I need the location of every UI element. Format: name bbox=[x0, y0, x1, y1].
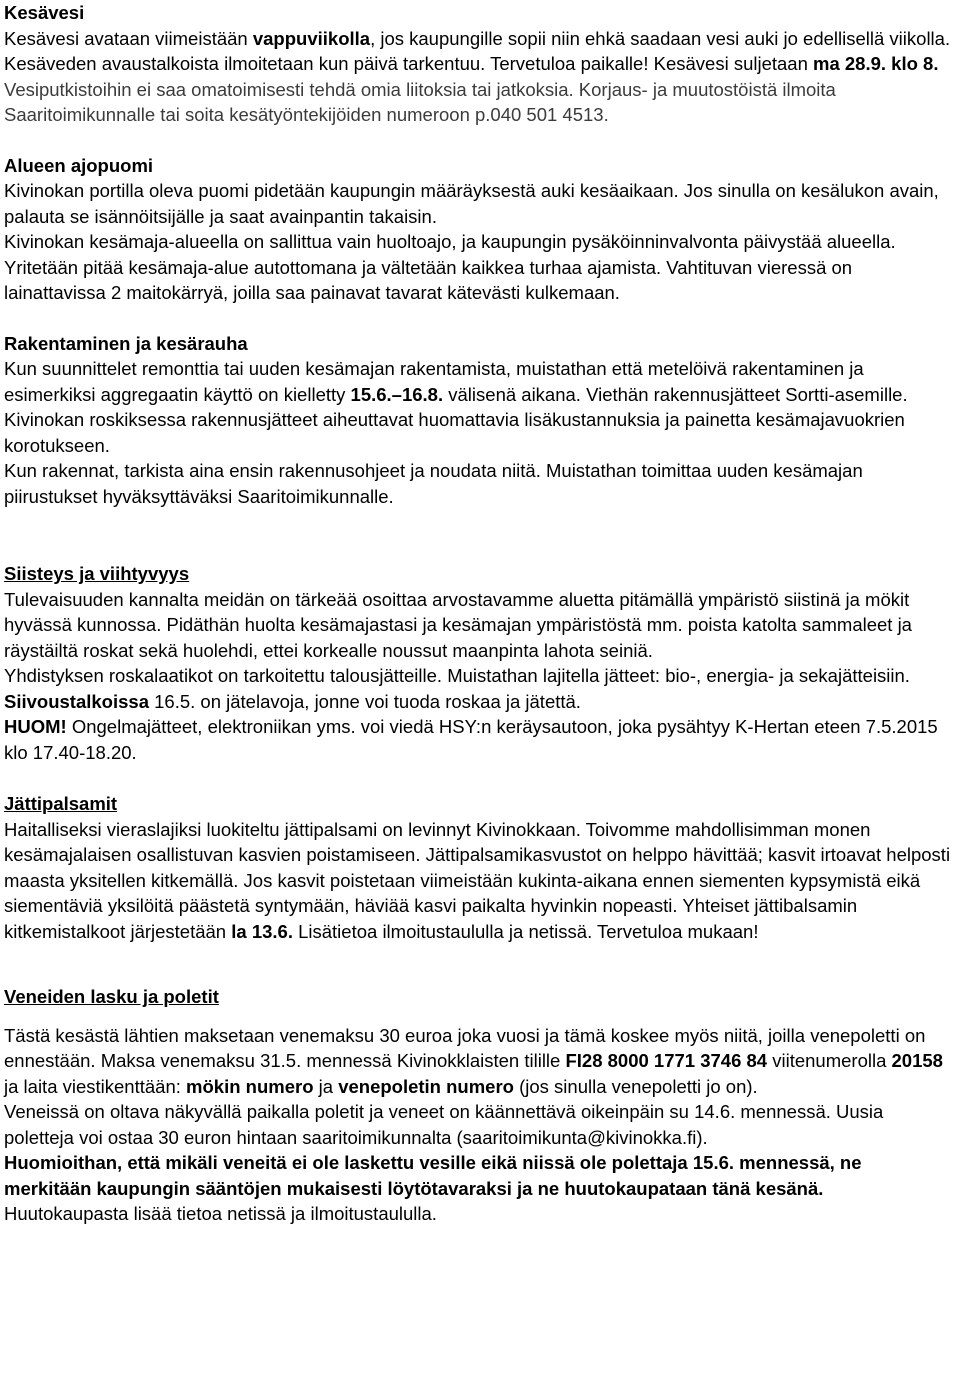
bold-text: FI28 8000 1771 3746 84 bbox=[565, 1050, 768, 1071]
text-run: Kun suunnittelet remonttia tai uuden kesämajan rakentamista, muistathan että metelöivä rakentaminen ja esimerkiksi aggregaatin käyttö on kielletty bbox=[4, 358, 864, 405]
bold-text: la 13.6. bbox=[231, 920, 293, 942]
text-run: Kesävesi avataan viimeistään bbox=[4, 27, 253, 49]
bold-text: mökin numero bbox=[186, 1075, 314, 1097]
section-title-veneiden-lasku: Veneiden lasku ja poletit bbox=[4, 986, 219, 1007]
text-run: Lisätietoa ilmoitustaululla ja netissä. Tervetuloa mukaan! bbox=[292, 920, 759, 942]
section-title-jattipalsamit: Jättipalsamit bbox=[4, 793, 118, 814]
paragraph: Kivinokan kesämaja-alueella on sallittua vain huoltoajo, ja kaupungin pysäköinninvalvonta päivystää alueella. Yritetään pitää kesämaja-alue autottomana ja vältetään kaikkea turhaa ajamista. Vahtituvan vieressä on lainattavissa 2 maitokärryä, joilla saa painavat tavarat kätevästi kulkemaan. bbox=[4, 231, 896, 303]
bold-text: 20158 bbox=[891, 1050, 943, 1071]
text-run: Huutokaupasta lisää tietoa netissä ja ilmoitustaululla. bbox=[4, 1203, 437, 1224]
paragraph: Vesiputkistoihin ei saa omatoimisesti tehdä omia liitoksia tai jatkoksia. Korjaus- ja muutostöistä ilmoita Saaritoimikunnalle tai soita kesätyöntekijöiden numeroon p.040 501 4513. bbox=[4, 78, 836, 125]
text-run: Tästä kesästä lähtien maksetaan venemaksu 30 euroa joka vuosi ja tämä koskee myös niitä, joilla venepoletti on ennestään. Maksa venemaksu 31.5. mennessä Kivinokklaisten tilille bbox=[4, 1024, 926, 1071]
paragraph bbox=[4, 1150, 952, 1227]
paragraph: Kivinokan portilla oleva puomi pidetään kaupungin määräyksestä auki kesäaikaan. Jos sinulla on kesälukon avain, palauta se isännöitsijälle ja saat avainpantin takaisin. bbox=[4, 180, 939, 227]
paragraph bbox=[4, 689, 952, 715]
paragraph: Veneissä on oltava näkyvällä paikalla poletit ja veneet on käännettävä oikeinpäin su 14.6. mennessä. Uusia poletteja voi ostaa 30 euron hintaan saaritoimikunnalta (saaritoimikunta@kivinokka.fi). bbox=[4, 1101, 884, 1148]
section-title-siisteys: Siisteys ja viihtyvyys bbox=[4, 563, 190, 584]
paragraph bbox=[4, 817, 952, 945]
bold-text: ma 28.9. klo 8. bbox=[813, 53, 939, 74]
bold-text: venepoletin numero bbox=[338, 1075, 514, 1097]
bold-text: vappuviikolla bbox=[252, 27, 371, 49]
paragraph bbox=[4, 714, 952, 765]
text-run: ja bbox=[313, 1075, 339, 1097]
paragraph: Tulevaisuuden kannalta meidän on tärkeää osoittaa arvostavamme aluetta pitämällä ympäristö siistinä ja mökit hyvässä kunnossa. Pidäthän huolta kesämajastasi ja kesämajan ympäristöstä mm. poista katolta sammaleet ja räystäiltä roskat sekä huolehdi, ettei korkealle noussut maanpinta lahota seiniä. bbox=[4, 588, 912, 661]
text-run: , jos kaupungille sopii niin ehkä saadaan vesi auki jo edellisellä viikolla. Kesäveden avaustalkoista ilmoitetaan kun päivä tarkentuu. Tervetuloa paikalle! Kesävesi suljetaan bbox=[4, 27, 951, 74]
text-run: Ongelmajätteet, elektroniikan yms. voi viedä HSY:n keräysautoon, joka pysähtyy K-Hertan eteen 7.5.2015 klo 17.40-18.20. bbox=[4, 716, 938, 763]
text-run: (jos sinulla venepoletti jo on). bbox=[513, 1075, 758, 1097]
paragraph bbox=[4, 26, 952, 77]
text-run: ja laita viestikenttään: bbox=[4, 1075, 187, 1097]
text-run: Haitalliseksi vieraslajiksi luokiteltu jättipalsami on levinnyt Kivinokkaan. Toivomme mahdollisimman monen kesämajalaisen osallistuvan kasvien poistamiseen. Jättipalsamikasvustot on helppo hävittää; kasvit irtoavat helposti maasta yksitellen kitkemällä. Jos kasvit poistetaan viimeistään kukinta-aikana ennen siementen kypsymistä eikä siementäviä yksilöitä päästetä syntymään, häviää kasvi paikalta hyvinkin nopeasti. Yhteiset jättibalsamin kitkemistalkoot järjestetään bbox=[4, 818, 951, 942]
paragraph: Yhdistyksen roskalaatikot on tarkoitettu talousjätteille. Muistathan lajitella jätteet: bio-, energia- ja sekajätteisiin. bbox=[4, 665, 910, 686]
bold-text: HUOM! bbox=[4, 716, 67, 737]
section-title-rakentaminen: Rakentaminen ja kesärauha bbox=[4, 332, 248, 354]
text-run: välisenä aikana. Viethän rakennusjätteet Sortti-asemille. Kivinokan roskiksessa rakennusjätteet aiheuttavat huomattavia lisäkustannuksia ja painetta kesämajavuokrien korotukseen. bbox=[4, 383, 908, 456]
bold-text: Huomioithan, että mikäli veneitä ei ole laskettu vesille eikä niissä ole polettaja 15.6. mennessä, ne merkitään kaupungin sääntöjen mukaisesti löytötavaraksi ja ne huutokaupataan tänä kesänä. bbox=[4, 1152, 862, 1199]
paragraph bbox=[4, 1023, 952, 1100]
text-run: viitenumerolla bbox=[767, 1050, 892, 1071]
section-title-ajopuomi: Alueen ajopuomi bbox=[4, 154, 154, 176]
bold-text: 15.6.–16.8. bbox=[350, 383, 444, 405]
bold-text: Siivoustalkoissa bbox=[4, 690, 149, 712]
paragraph bbox=[4, 356, 952, 458]
text-run: 16.5. on jätelavoja, jonne voi tuoda roskaa ja jätettä. bbox=[148, 690, 581, 712]
paragraph: Kun rakennat, tarkista aina ensin rakennusohjeet ja noudata niitä. Muistathan toimittaa uuden kesämajan piirustukset hyväksyttäväksi Saaritoimikunnalle. bbox=[4, 460, 863, 507]
section-title-kesavesi: Kesävesi bbox=[4, 2, 85, 23]
